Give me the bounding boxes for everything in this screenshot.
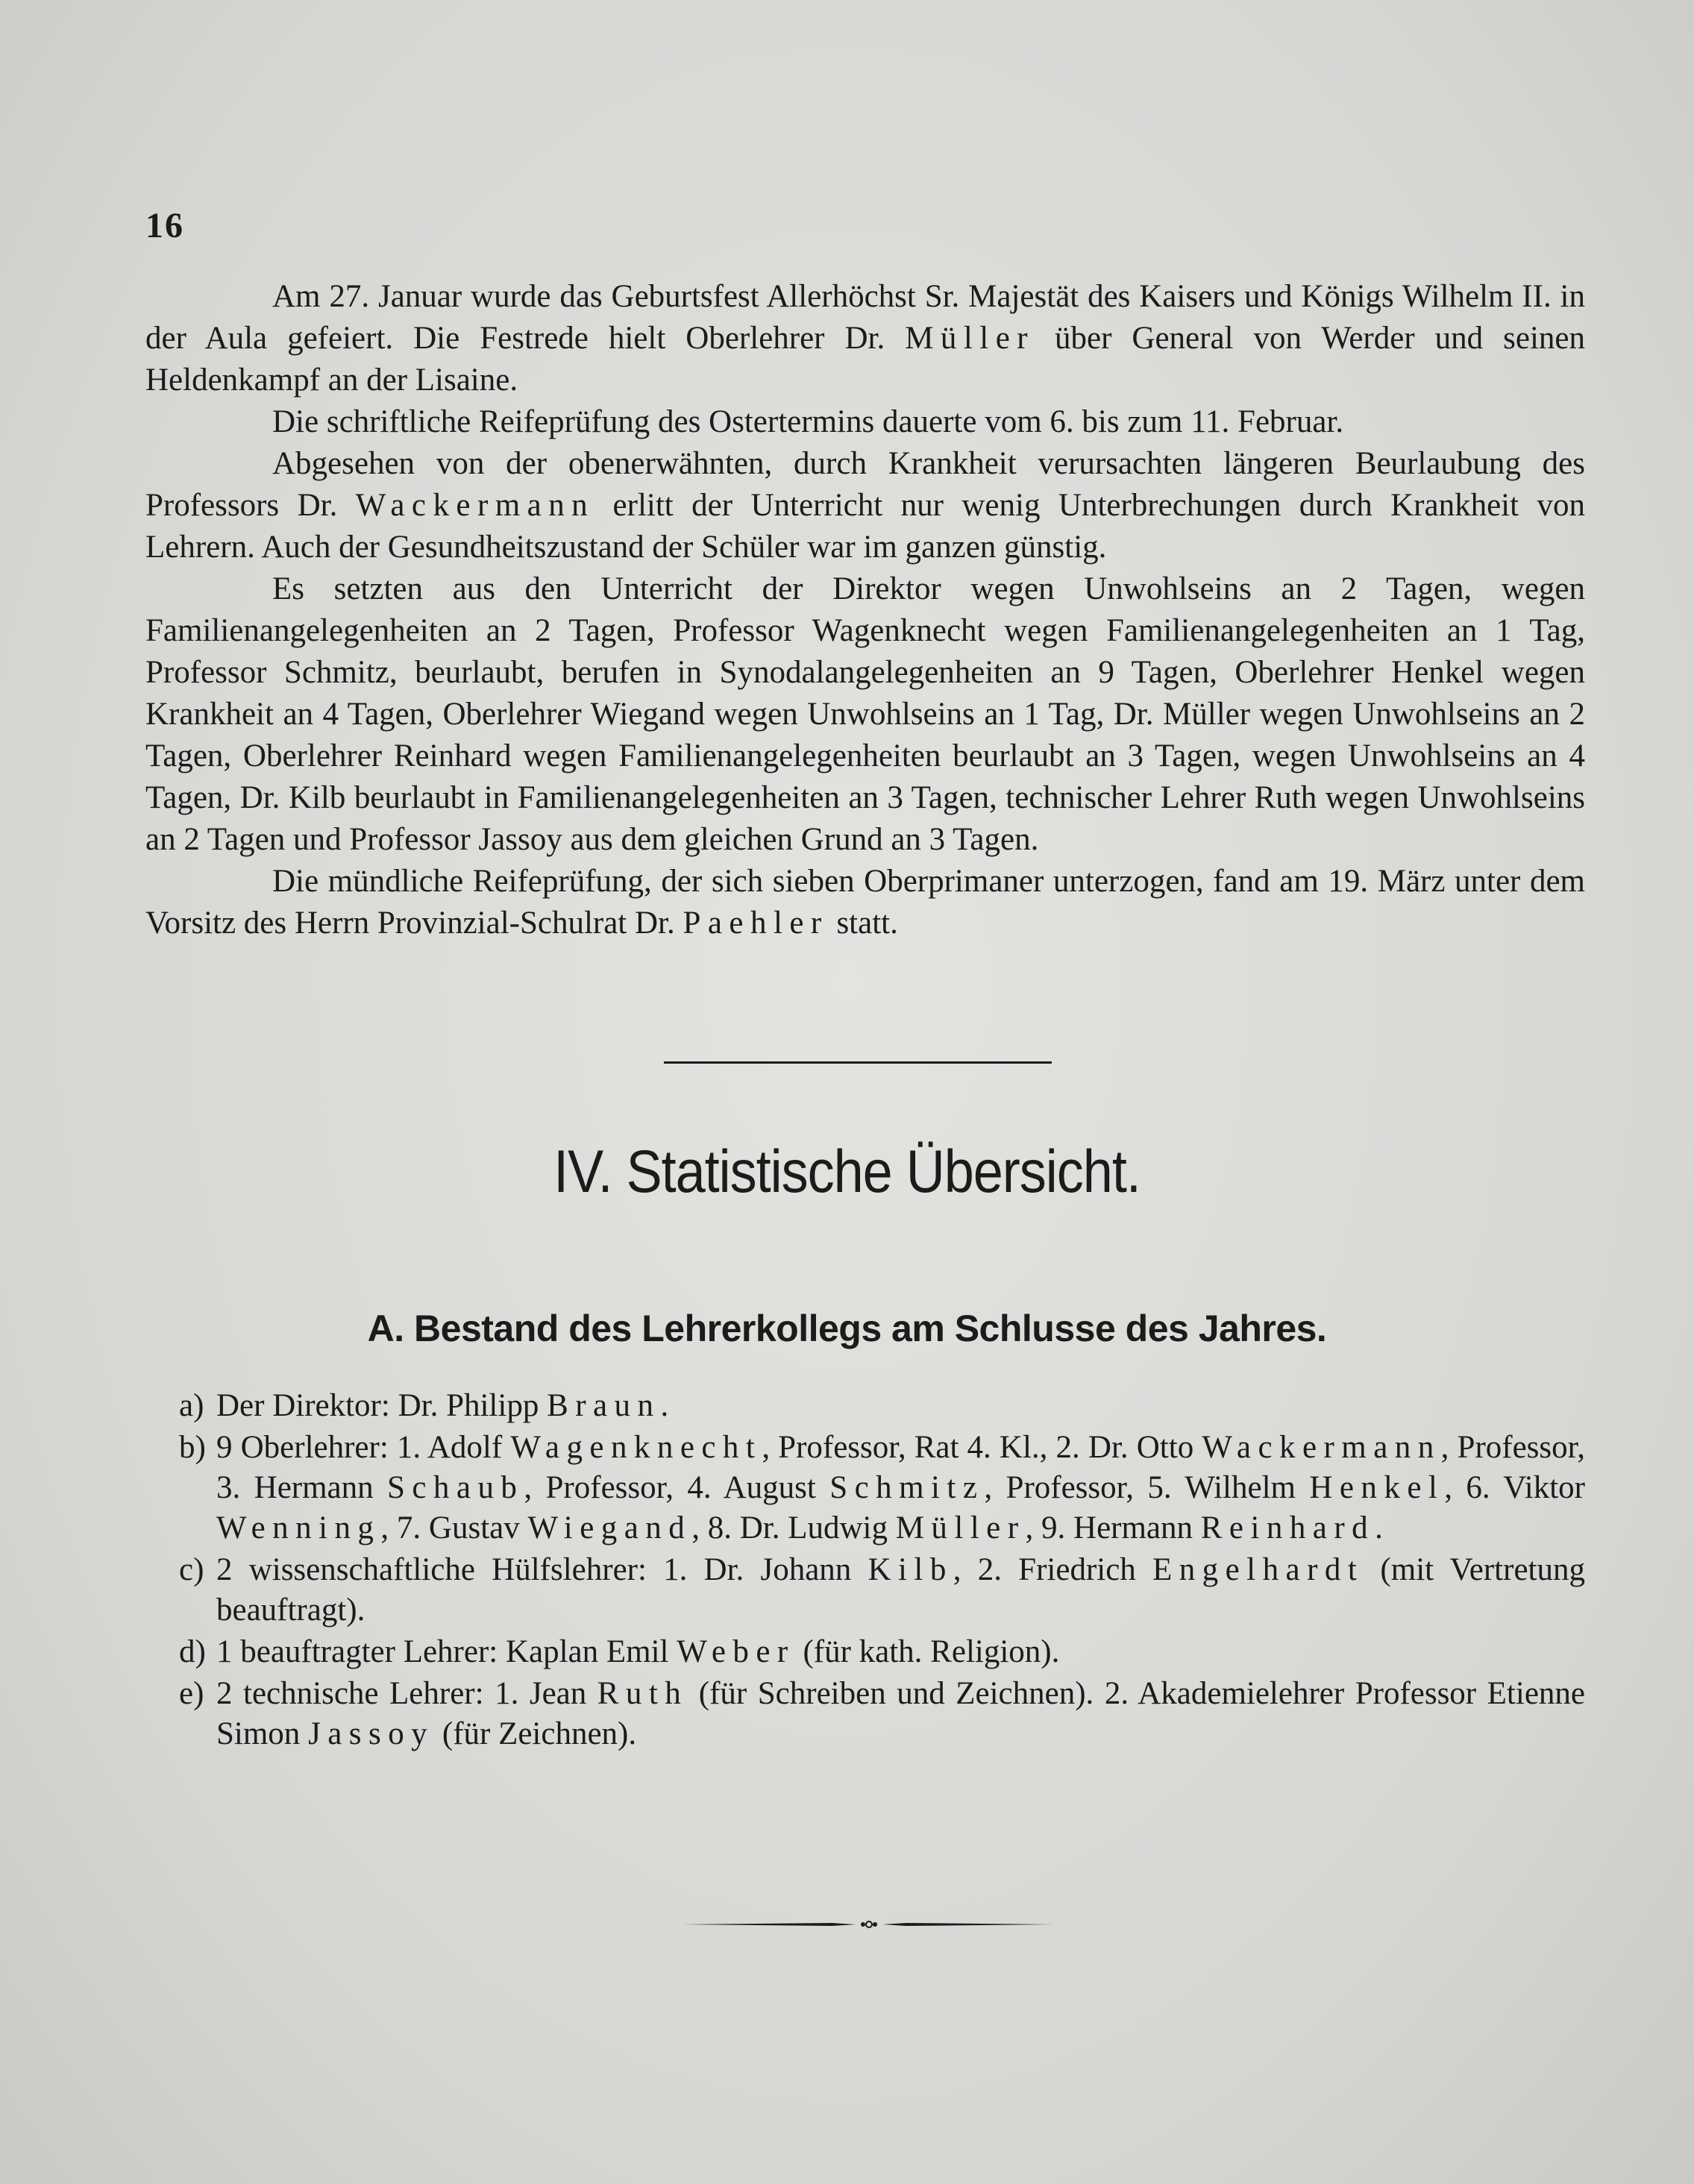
staff-text-part: , 6. Viktor — [1444, 1470, 1585, 1505]
subsection-title: A. Bestand des Lehrerkollegs am Schlusse des Jahres. — [367, 1308, 1327, 1349]
staff-text-part: 1 beauftragter Lehrer: Kaplan Emil — [216, 1634, 677, 1669]
staff-text — [216, 1428, 1585, 1548]
staff-marker: a) — [179, 1388, 204, 1423]
spaced-name: Kilb — [868, 1552, 953, 1587]
report-body — [145, 276, 1585, 944]
spaced-name: Reinhard. — [1200, 1510, 1390, 1546]
divider-rule — [664, 1061, 1052, 1064]
spaced-name: Wenning — [216, 1510, 381, 1546]
staff-list — [179, 1386, 1585, 1756]
staff-text-part: , Professor, 4. August — [524, 1470, 830, 1505]
spaced-name: Weber — [677, 1634, 795, 1669]
staff-text-part: (für kath. Religion). — [794, 1634, 1060, 1669]
page-number: 16 — [145, 206, 184, 245]
staff-text-part: 9 Oberlehrer: 1. Adolf — [216, 1430, 511, 1465]
paragraph-text: erlitt der Unterricht nur wenig Unterbrechungen durch Krankheit von Lehrern. Auch der Gesundheitszustand der Schüler war im ganzen günstig. — [145, 488, 1585, 565]
spaced-name: Jassoy — [308, 1716, 435, 1751]
staff-text-part: 2 technische Lehrer: 1. Jean — [216, 1676, 597, 1711]
paragraph — [145, 401, 1585, 443]
staff-text-part: 2 wissenschaftliche Hülfslehrer: 1. Dr. Johann — [216, 1552, 868, 1587]
staff-item — [179, 1428, 1585, 1548]
paragraph-text: über General von Werder und seinen Heldenkampf an der Lisaine. — [145, 321, 1585, 398]
paragraph-text: Abgesehen von der obenerwähnten, durch Krankheit verursachten längeren Beurlaubung des Professors Dr. — [145, 446, 1585, 523]
spaced-name: Wagenknecht — [510, 1430, 762, 1465]
staff-item — [179, 1632, 1585, 1672]
staff-marker: b) — [179, 1430, 206, 1465]
paragraph — [145, 861, 1585, 944]
spaced-name: Schaub — [387, 1470, 524, 1505]
staff-text-part: (für Zeichnen). — [434, 1716, 637, 1751]
spaced-name: Wackermann — [1202, 1430, 1441, 1465]
staff-item — [179, 1550, 1585, 1631]
staff-marker: c) — [179, 1552, 204, 1587]
staff-text-part: , Professor, Rat 4. Kl., 2. Dr. Otto — [762, 1430, 1202, 1465]
staff-text-part: , Professor, 3. Hermann — [216, 1430, 1585, 1505]
section-title: IV. Statistische Übersicht. — [553, 1138, 1141, 1205]
paragraph-text: Die schriftliche Reifeprüfung des Ostertermins dauerte vom 6. bis zum 11. Februar. — [272, 404, 1344, 439]
paragraph — [145, 276, 1585, 401]
spaced-name: Henkel — [1309, 1470, 1445, 1505]
staff-text — [216, 1632, 1585, 1672]
ornament-divider-icon — [683, 1917, 1055, 1932]
spaced-name: Wackermann — [355, 488, 595, 523]
staff-marker: e) — [179, 1676, 204, 1711]
paragraph-text: Die mündliche Reifeprüfung, der sich sieben Oberprimaner unterzogen, fand am 19. März unter dem Vorsitz des Herrn Provinzial-Schulrat Dr. — [145, 864, 1585, 941]
spaced-name: Müller — [905, 321, 1035, 356]
staff-item — [179, 1386, 1585, 1426]
paragraph — [145, 568, 1585, 861]
staff-text-part: , 9. Hermann — [1025, 1510, 1201, 1546]
paragraph-text: Es setzten aus den Unterricht der Direktor wegen Unwohlseins an 2 Tagen, wegen Familienangelegenheiten an 2 Tagen, Professor Wagenknecht wegen Familienangelegenheiten an 1 Tag, Professor Schmitz, beurlaubt, berufen in Synodalangelegenheiten an 9 Tagen, Oberlehrer Henkel wegen Krankheit an 4 Tagen, Oberlehrer Wiegand wegen Unwohlseins an 1 Tag, Dr. Müller wegen Unwohlseins an 2 Tagen, Oberlehrer Reinhard wegen Familienangelegenheiten beurlaubt an 3 Tagen, wegen Unwohlseins an 4 Tagen, Dr. Kilb beurlaubt in Familienangelegenheiten an 3 Tagen, technischer Lehrer Ruth wegen Unwohlseins an 2 Tagen und Professor Jassoy aus dem gleichen Grund an 3 Tagen. — [145, 571, 1585, 857]
staff-text-part: (mit Vertretung beauftragt). — [216, 1552, 1585, 1628]
paragraph-text: statt. — [828, 906, 898, 941]
staff-text-part: Der Direktor: Dr. Philipp — [216, 1388, 548, 1423]
staff-text-part: , 8. Dr. Ludwig — [691, 1510, 896, 1546]
staff-text-part: , 7. Gustav — [380, 1510, 528, 1546]
paragraph-text: Am 27. Januar wurde das Geburtsfest Allerhöchst Sr. Majestät des Kaisers und Königs Wilhelm II. in der Aula gefeiert. Die Festrede hielt Oberlehrer Dr. — [145, 279, 1585, 356]
staff-text — [216, 1386, 1585, 1426]
spaced-name: Wiegand — [527, 1510, 692, 1546]
spaced-name: Paehler — [683, 906, 829, 941]
staff-text-part: , 2. Friedrich — [953, 1552, 1152, 1587]
spaced-name: Schmitz — [829, 1470, 985, 1505]
spaced-name: Ruth — [597, 1676, 688, 1711]
paragraph — [145, 443, 1585, 568]
staff-item — [179, 1674, 1585, 1754]
staff-marker: d) — [179, 1634, 206, 1669]
staff-text-part: , Professor, 5. Wilhelm — [984, 1470, 1310, 1505]
staff-text — [216, 1674, 1585, 1754]
staff-text-part: (für Schreiben und Zeichnen). 2. Akademielehrer Professor Etienne Simon — [216, 1676, 1585, 1751]
spaced-name: Müller — [895, 1510, 1026, 1546]
staff-text — [216, 1550, 1585, 1631]
spaced-name: Braun. — [547, 1388, 676, 1423]
spaced-name: Engelhardt — [1152, 1552, 1364, 1587]
